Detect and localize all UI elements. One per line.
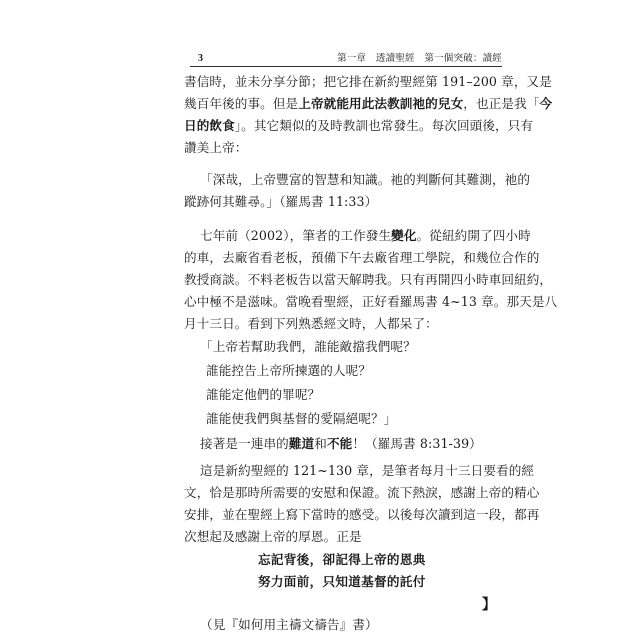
scripture-verse: 誰能定他們的罪呢？	[206, 387, 321, 402]
chapter-title: 第一章 透讀聖經 第一個突破：讀經	[337, 53, 502, 64]
body-line: 次想起及感謝上帝的厚恩。正是	[184, 529, 362, 544]
header-rule	[190, 66, 502, 67]
body-line: 的車，去廠省看老板，預備下午去廠省理工學院，和幾位合作的	[184, 250, 540, 265]
body-line: 幾百年後的事。但是上帝就能用此法教訓祂的兒女，也正是我「今	[184, 96, 553, 111]
body-line: 讚美上帝：	[184, 140, 248, 155]
emphasis-text: 上帝就能用此法教訓祂的兒女	[298, 96, 464, 111]
body-line: 教授商談。不料老板告以當天解聘我。只有再開四小時車回紐約，	[184, 272, 553, 287]
body-line: 書信時，並未分享分節；把它排在新約聖經第 191–200 章，又是	[184, 74, 552, 89]
body-line: 這是新約聖經的 121~130 章，是筆者每月十三日要看的經	[200, 463, 535, 478]
scripture-verse: 誰能使我們與基督的愛隔絕呢？」	[206, 411, 397, 426]
body-line: 文，恰是那時所需要的安慰和保證。流下熱淚，感謝上帝的精心	[184, 485, 540, 500]
source-citation: （見『如何用主禱文禱告』書）	[200, 617, 378, 632]
scripture-quote: 「深哉，上帝豐富的智慧和知識。祂的判斷何其難測，祂的	[200, 172, 531, 187]
emphasis-text: 日的飲食	[184, 118, 235, 133]
body-line: 安排，並在聖經上寫下當時的感受。以後每次讀到這一段，都再	[184, 507, 540, 522]
body-line: 心中極不是滋味。當晚看聖經，正好看羅馬書 4~13 章。那天是八	[184, 294, 558, 309]
body-line: 七年前（2002），筆者的工作發生變化。從紐約開了四小時	[200, 228, 531, 243]
poem-line: 努力面前，只知道基督的託付	[258, 574, 426, 589]
poem-line: 忘記背後，卻記得上帝的恩典	[258, 552, 426, 567]
emphasis-text: 變化	[391, 228, 417, 243]
closing-bracket: 】	[482, 597, 496, 613]
scripture-verse: 「上帝若幫助我們，誰能敵擋我們呢？	[200, 339, 416, 354]
page-number: 3	[198, 53, 203, 64]
body-line: 月十三日。看到下列熟悉經文時，人都呆了：	[184, 316, 438, 331]
running-header	[198, 51, 502, 67]
scripture-quote: 蹤跡何其難尋。」（羅馬書 11:33）	[184, 194, 378, 209]
scripture-verse: 誰能控告上帝所揀選的人呢？	[206, 363, 372, 378]
body-line: 日的飲食」。其它類似的及時教訓也常發生。每次回頭後，只有	[184, 118, 534, 133]
body-line: 接著是一連串的難道和不能！（羅馬書 8:31-39）	[200, 436, 482, 451]
